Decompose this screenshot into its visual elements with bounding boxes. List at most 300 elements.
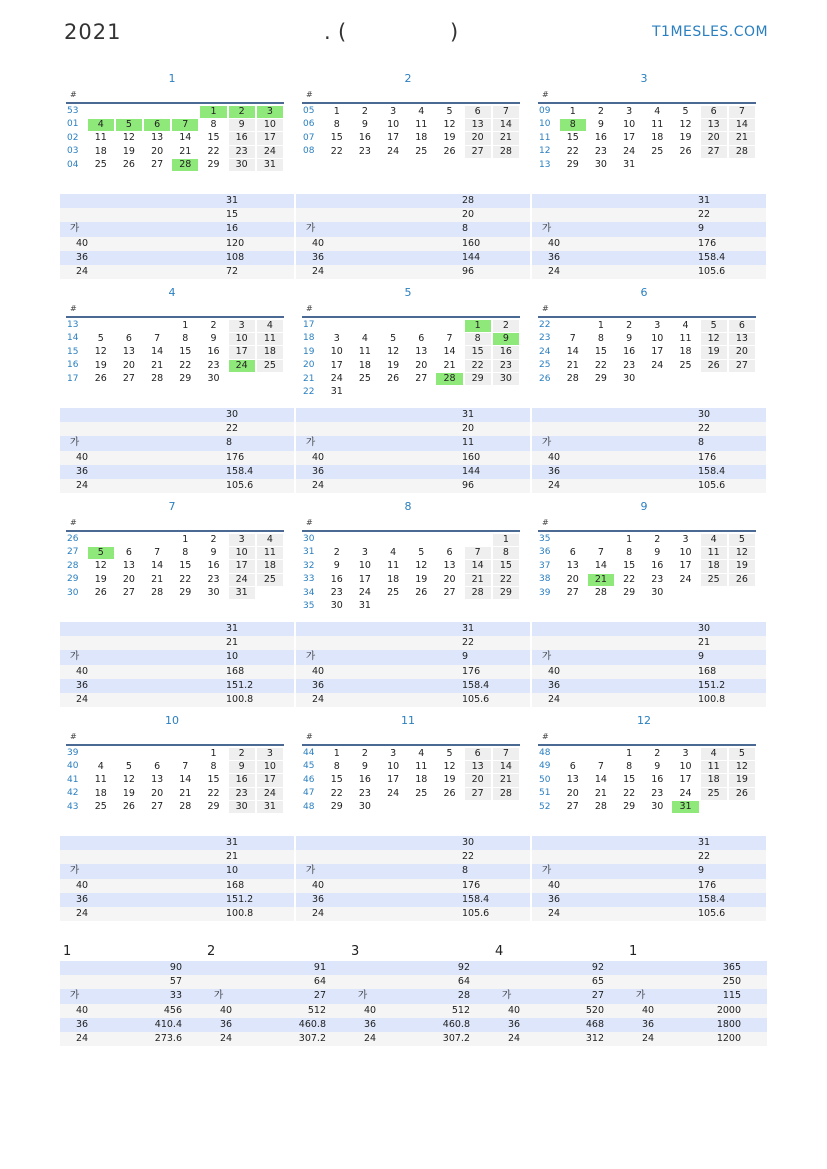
day-cell[interactable]: 31 [257,159,283,171]
day-cell[interactable]: 25 [358,373,371,385]
day-cell[interactable]: 21 [493,132,519,144]
day-cell[interactable]: 27 [443,587,456,599]
day-cell[interactable]: 26 [729,574,755,586]
day-cell[interactable]: 11 [94,774,107,786]
day-cell[interactable]: 18 [651,132,664,144]
day-cell[interactable]: 11 [701,761,727,773]
day-cell[interactable]: 18 [257,560,283,572]
day-cell[interactable]: 25 [257,574,283,586]
day-cell[interactable]: 19 [94,573,107,585]
day-cell[interactable]: 27 [122,587,135,599]
day-cell[interactable]: 30 [358,801,371,813]
day-cell[interactable]: 5 [682,105,689,117]
day-cell[interactable]: 17 [257,132,283,144]
day-cell[interactable]: 17 [358,573,371,585]
day-cell[interactable]: 28 [179,801,192,813]
day-cell[interactable]: 7 [597,546,604,558]
day-cell[interactable]: 23 [651,787,664,799]
day-cell[interactable]: 29 [623,801,636,813]
day-cell[interactable]: 4 [701,534,727,546]
day-cell[interactable]: 23 [493,360,519,372]
day-cell[interactable]: 27 [566,587,579,599]
day-cell[interactable]: 2 [361,105,368,117]
day-cell[interactable]: 16 [207,346,220,358]
day-cell[interactable]: 19 [443,132,456,144]
day-cell[interactable]: 25 [387,587,400,599]
day-cell[interactable]: 19 [94,359,107,371]
day-cell[interactable]: 15 [207,774,220,786]
day-cell[interactable]: 18 [415,132,428,144]
day-cell[interactable]: 15 [179,560,192,572]
day-cell[interactable]: 7 [493,106,519,118]
day-cell[interactable]: 8 [333,760,340,772]
day-cell[interactable]: 18 [701,560,727,572]
day-cell[interactable]: 29 [179,373,192,385]
day-cell[interactable]: 15 [465,346,491,358]
day-cell[interactable]: 16 [358,774,371,786]
site-logo[interactable]: T1MESLES.COM [652,24,769,40]
day-cell[interactable]: 7 [729,106,755,118]
day-cell[interactable]: 26 [122,159,135,171]
day-cell[interactable]: 26 [679,145,692,157]
day-cell[interactable]: 6 [569,546,576,558]
day-cell[interactable]: 18 [415,774,428,786]
day-cell[interactable]: 6 [125,332,132,344]
day-cell[interactable]: 10 [229,333,255,345]
day-cell[interactable]: 17 [330,359,343,371]
day-cell[interactable]: 12 [729,547,755,559]
day-cell[interactable]: 8 [182,332,189,344]
day-cell[interactable]: 15 [623,774,636,786]
day-cell[interactable]: 1 [493,534,519,546]
day-cell[interactable]: 28 [566,373,579,385]
day-cell[interactable]: 1 [626,533,633,545]
day-cell[interactable]: 9 [210,332,217,344]
day-cell[interactable]: 20 [566,573,579,585]
day-cell[interactable]: 25 [679,359,692,371]
day-cell[interactable]: 23 [330,587,343,599]
day-cell[interactable]: 27 [729,360,755,372]
day-cell[interactable]: 9 [654,760,661,772]
day-cell[interactable]: 31 [229,587,255,599]
day-cell[interactable]: 24 [387,145,400,157]
holiday-day-cell[interactable]: 6 [144,119,170,131]
day-cell[interactable]: 24 [679,787,692,799]
day-cell[interactable]: 12 [701,333,727,345]
day-cell[interactable]: 12 [122,774,135,786]
day-cell[interactable]: 10 [387,760,400,772]
day-cell[interactable]: 30 [594,159,607,171]
day-cell[interactable]: 7 [597,760,604,772]
day-cell[interactable]: 12 [94,346,107,358]
day-cell[interactable]: 17 [229,346,255,358]
day-cell[interactable]: 6 [729,320,755,332]
day-cell[interactable]: 16 [651,774,664,786]
day-cell[interactable]: 4 [654,105,661,117]
day-cell[interactable]: 29 [330,801,343,813]
day-cell[interactable]: 8 [210,760,217,772]
day-cell[interactable]: 26 [443,787,456,799]
day-cell[interactable]: 28 [493,788,519,800]
day-cell[interactable]: 23 [358,145,371,157]
day-cell[interactable]: 26 [729,788,755,800]
day-cell[interactable]: 15 [330,132,343,144]
day-cell[interactable]: 12 [443,760,456,772]
day-cell[interactable]: 23 [229,146,255,158]
day-cell[interactable]: 28 [729,146,755,158]
day-cell[interactable]: 20 [729,346,755,358]
day-cell[interactable]: 13 [729,333,755,345]
day-cell[interactable]: 9 [229,761,255,773]
day-cell[interactable]: 31 [623,159,636,171]
day-cell[interactable]: 31 [257,801,283,813]
day-cell[interactable]: 25 [257,360,283,372]
day-cell[interactable]: 7 [493,748,519,760]
day-cell[interactable]: 20 [701,132,727,144]
day-cell[interactable]: 22 [594,359,607,371]
day-cell[interactable]: 12 [94,560,107,572]
day-cell[interactable]: 2 [333,546,340,558]
day-cell[interactable]: 4 [361,332,368,344]
day-cell[interactable]: 11 [701,547,727,559]
day-cell[interactable]: 27 [122,373,135,385]
day-cell[interactable]: 13 [122,346,135,358]
day-cell[interactable]: 23 [358,787,371,799]
day-cell[interactable]: 3 [390,747,397,759]
day-cell[interactable]: 5 [390,332,397,344]
day-cell[interactable]: 10 [679,546,692,558]
day-cell[interactable]: 7 [569,332,576,344]
day-cell[interactable]: 12 [387,346,400,358]
day-cell[interactable]: 7 [446,332,453,344]
holiday-day-cell[interactable]: 2 [229,106,255,118]
day-cell[interactable]: 24 [623,145,636,157]
day-cell[interactable]: 13 [122,560,135,572]
holiday-day-cell[interactable]: 5 [88,547,114,559]
day-cell[interactable]: 9 [361,760,368,772]
day-cell[interactable]: 27 [701,146,727,158]
day-cell[interactable]: 20 [465,774,491,786]
day-cell[interactable]: 24 [651,359,664,371]
day-cell[interactable]: 3 [229,534,255,546]
day-cell[interactable]: 20 [151,787,164,799]
day-cell[interactable]: 19 [387,359,400,371]
day-cell[interactable]: 10 [257,761,283,773]
day-cell[interactable]: 1 [210,747,217,759]
day-cell[interactable]: 17 [257,774,283,786]
day-cell[interactable]: 13 [465,119,491,131]
day-cell[interactable]: 24 [257,788,283,800]
day-cell[interactable]: 17 [623,132,636,144]
day-cell[interactable]: 29 [594,373,607,385]
day-cell[interactable]: 26 [701,360,727,372]
day-cell[interactable]: 3 [626,105,633,117]
day-cell[interactable]: 5 [701,320,727,332]
day-cell[interactable]: 11 [679,332,692,344]
day-cell[interactable]: 13 [465,761,491,773]
day-cell[interactable]: 26 [122,801,135,813]
day-cell[interactable]: 2 [493,320,519,332]
day-cell[interactable]: 16 [330,573,343,585]
day-cell[interactable]: 2 [654,533,661,545]
day-cell[interactable]: 13 [566,774,579,786]
day-cell[interactable]: 9 [210,546,217,558]
day-cell[interactable]: 10 [229,547,255,559]
day-cell[interactable]: 15 [207,132,220,144]
day-cell[interactable]: 26 [415,587,428,599]
day-cell[interactable]: 4 [97,760,104,772]
day-cell[interactable]: 6 [569,760,576,772]
day-cell[interactable]: 8 [465,333,491,345]
day-cell[interactable]: 29 [623,587,636,599]
holiday-day-cell[interactable]: 21 [588,574,614,586]
day-cell[interactable]: 9 [333,560,340,572]
day-cell[interactable]: 1 [182,319,189,331]
day-cell[interactable]: 1 [333,105,340,117]
day-cell[interactable]: 28 [594,801,607,813]
day-cell[interactable]: 2 [210,533,217,545]
day-cell[interactable]: 27 [465,146,491,158]
day-cell[interactable]: 10 [623,118,636,130]
day-cell[interactable]: 24 [257,146,283,158]
day-cell[interactable]: 17 [387,774,400,786]
day-cell[interactable]: 2 [229,748,255,760]
day-cell[interactable]: 19 [701,346,727,358]
day-cell[interactable]: 29 [179,587,192,599]
day-cell[interactable]: 19 [415,573,428,585]
day-cell[interactable]: 30 [229,159,255,171]
day-cell[interactable]: 8 [182,546,189,558]
day-cell[interactable]: 13 [415,346,428,358]
day-cell[interactable]: 10 [257,119,283,131]
day-cell[interactable]: 18 [701,774,727,786]
day-cell[interactable]: 14 [729,119,755,131]
day-cell[interactable]: 22 [623,573,636,585]
day-cell[interactable]: 13 [443,560,456,572]
day-cell[interactable]: 9 [361,118,368,130]
day-cell[interactable]: 17 [387,132,400,144]
day-cell[interactable]: 8 [210,118,217,130]
holiday-day-cell[interactable]: 1 [200,106,226,118]
day-cell[interactable]: 16 [623,346,636,358]
day-cell[interactable]: 14 [151,346,164,358]
holiday-day-cell[interactable]: 5 [116,119,142,131]
day-cell[interactable]: 23 [207,573,220,585]
day-cell[interactable]: 22 [330,145,343,157]
day-cell[interactable]: 29 [493,587,519,599]
day-cell[interactable]: 21 [151,573,164,585]
day-cell[interactable]: 26 [443,145,456,157]
day-cell[interactable]: 19 [122,145,135,157]
day-cell[interactable]: 13 [151,132,164,144]
day-cell[interactable]: 29 [566,159,579,171]
day-cell[interactable]: 23 [207,359,220,371]
day-cell[interactable]: 13 [701,119,727,131]
day-cell[interactable]: 18 [94,787,107,799]
day-cell[interactable]: 26 [94,373,107,385]
day-cell[interactable]: 2 [361,747,368,759]
day-cell[interactable]: 23 [623,359,636,371]
day-cell[interactable]: 1 [626,747,633,759]
day-cell[interactable]: 4 [257,534,283,546]
day-cell[interactable]: 21 [729,132,755,144]
holiday-day-cell[interactable]: 31 [672,801,698,813]
day-cell[interactable]: 16 [651,560,664,572]
day-cell[interactable]: 8 [493,547,519,559]
day-cell[interactable]: 11 [94,132,107,144]
day-cell[interactable]: 26 [94,587,107,599]
day-cell[interactable]: 10 [651,332,664,344]
holiday-day-cell[interactable]: 7 [172,119,198,131]
day-cell[interactable]: 27 [151,801,164,813]
day-cell[interactable]: 11 [415,118,428,130]
day-cell[interactable]: 20 [465,132,491,144]
day-cell[interactable]: 1 [182,533,189,545]
day-cell[interactable]: 19 [679,132,692,144]
day-cell[interactable]: 6 [465,748,491,760]
day-cell[interactable]: 19 [729,774,755,786]
day-cell[interactable]: 28 [594,587,607,599]
day-cell[interactable]: 22 [207,787,220,799]
day-cell[interactable]: 30 [207,587,220,599]
day-cell[interactable]: 2 [654,747,661,759]
day-cell[interactable]: 25 [415,145,428,157]
day-cell[interactable]: 5 [729,534,755,546]
day-cell[interactable]: 3 [257,748,283,760]
holiday-day-cell[interactable]: 28 [436,373,462,385]
day-cell[interactable]: 15 [566,132,579,144]
day-cell[interactable]: 19 [729,560,755,572]
day-cell[interactable]: 22 [179,359,192,371]
day-cell[interactable]: 15 [493,560,519,572]
day-cell[interactable]: 11 [257,333,283,345]
day-cell[interactable]: 25 [415,787,428,799]
day-cell[interactable]: 27 [151,159,164,171]
day-cell[interactable]: 30 [623,373,636,385]
day-cell[interactable]: 19 [122,787,135,799]
day-cell[interactable]: 3 [333,332,340,344]
day-cell[interactable]: 2 [626,319,633,331]
day-cell[interactable]: 17 [679,560,692,572]
day-cell[interactable]: 29 [207,801,220,813]
day-cell[interactable]: 20 [443,573,456,585]
day-cell[interactable]: 30 [330,600,343,612]
day-cell[interactable]: 5 [97,332,104,344]
day-cell[interactable]: 26 [387,373,400,385]
day-cell[interactable]: 1 [333,747,340,759]
day-cell[interactable]: 6 [154,760,161,772]
day-cell[interactable]: 8 [626,546,633,558]
day-cell[interactable]: 22 [566,145,579,157]
day-cell[interactable]: 25 [94,159,107,171]
day-cell[interactable]: 18 [679,346,692,358]
day-cell[interactable]: 1 [597,319,604,331]
day-cell[interactable]: 25 [701,788,727,800]
day-cell[interactable]: 30 [651,587,664,599]
day-cell[interactable]: 14 [179,132,192,144]
holiday-day-cell[interactable]: 9 [493,333,519,345]
day-cell[interactable]: 2 [597,105,604,117]
day-cell[interactable]: 9 [626,332,633,344]
day-cell[interactable]: 4 [701,748,727,760]
day-cell[interactable]: 22 [493,574,519,586]
day-cell[interactable]: 27 [465,788,491,800]
day-cell[interactable]: 24 [229,574,255,586]
day-cell[interactable]: 14 [594,560,607,572]
day-cell[interactable]: 12 [729,761,755,773]
day-cell[interactable]: 20 [151,145,164,157]
day-cell[interactable]: 9 [654,546,661,558]
day-cell[interactable]: 22 [207,145,220,157]
holiday-day-cell[interactable]: 28 [172,159,198,171]
day-cell[interactable]: 4 [418,747,425,759]
day-cell[interactable]: 14 [566,346,579,358]
day-cell[interactable]: 17 [679,774,692,786]
day-cell[interactable]: 30 [493,373,519,385]
day-cell[interactable]: 21 [594,787,607,799]
day-cell[interactable]: 21 [179,787,192,799]
day-cell[interactable]: 3 [361,546,368,558]
day-cell[interactable]: 16 [358,132,371,144]
day-cell[interactable]: 15 [179,346,192,358]
day-cell[interactable]: 10 [679,760,692,772]
day-cell[interactable]: 4 [257,320,283,332]
day-cell[interactable]: 12 [443,118,456,130]
day-cell[interactable]: 16 [594,132,607,144]
day-cell[interactable]: 28 [493,146,519,158]
day-cell[interactable]: 10 [358,560,371,572]
day-cell[interactable]: 1 [569,105,576,117]
day-cell[interactable]: 24 [330,373,343,385]
day-cell[interactable]: 14 [493,119,519,131]
day-cell[interactable]: 20 [122,359,135,371]
day-cell[interactable]: 9 [597,118,604,130]
holiday-day-cell[interactable]: 1 [465,320,491,332]
day-cell[interactable]: 4 [390,546,397,558]
day-cell[interactable]: 18 [358,359,371,371]
day-cell[interactable]: 16 [207,560,220,572]
day-cell[interactable]: 17 [651,346,664,358]
day-cell[interactable]: 12 [122,132,135,144]
day-cell[interactable]: 6 [418,332,425,344]
day-cell[interactable]: 28 [151,373,164,385]
day-cell[interactable]: 11 [358,346,371,358]
holiday-day-cell[interactable]: 8 [560,119,586,131]
day-cell[interactable]: 15 [623,560,636,572]
day-cell[interactable]: 11 [257,547,283,559]
day-cell[interactable]: 27 [566,801,579,813]
day-cell[interactable]: 7 [182,760,189,772]
day-cell[interactable]: 7 [154,546,161,558]
day-cell[interactable]: 21 [566,359,579,371]
day-cell[interactable]: 12 [415,560,428,572]
day-cell[interactable]: 21 [151,359,164,371]
day-cell[interactable]: 18 [257,346,283,358]
day-cell[interactable]: 11 [651,118,664,130]
day-cell[interactable]: 18 [387,573,400,585]
day-cell[interactable]: 11 [415,760,428,772]
day-cell[interactable]: 14 [465,560,491,572]
day-cell[interactable]: 15 [330,774,343,786]
day-cell[interactable]: 12 [679,118,692,130]
day-cell[interactable]: 8 [597,332,604,344]
holiday-day-cell[interactable]: 3 [257,106,283,118]
day-cell[interactable]: 4 [418,105,425,117]
day-cell[interactable]: 2 [210,319,217,331]
day-cell[interactable]: 30 [229,801,255,813]
day-cell[interactable]: 25 [701,574,727,586]
day-cell[interactable]: 19 [443,774,456,786]
